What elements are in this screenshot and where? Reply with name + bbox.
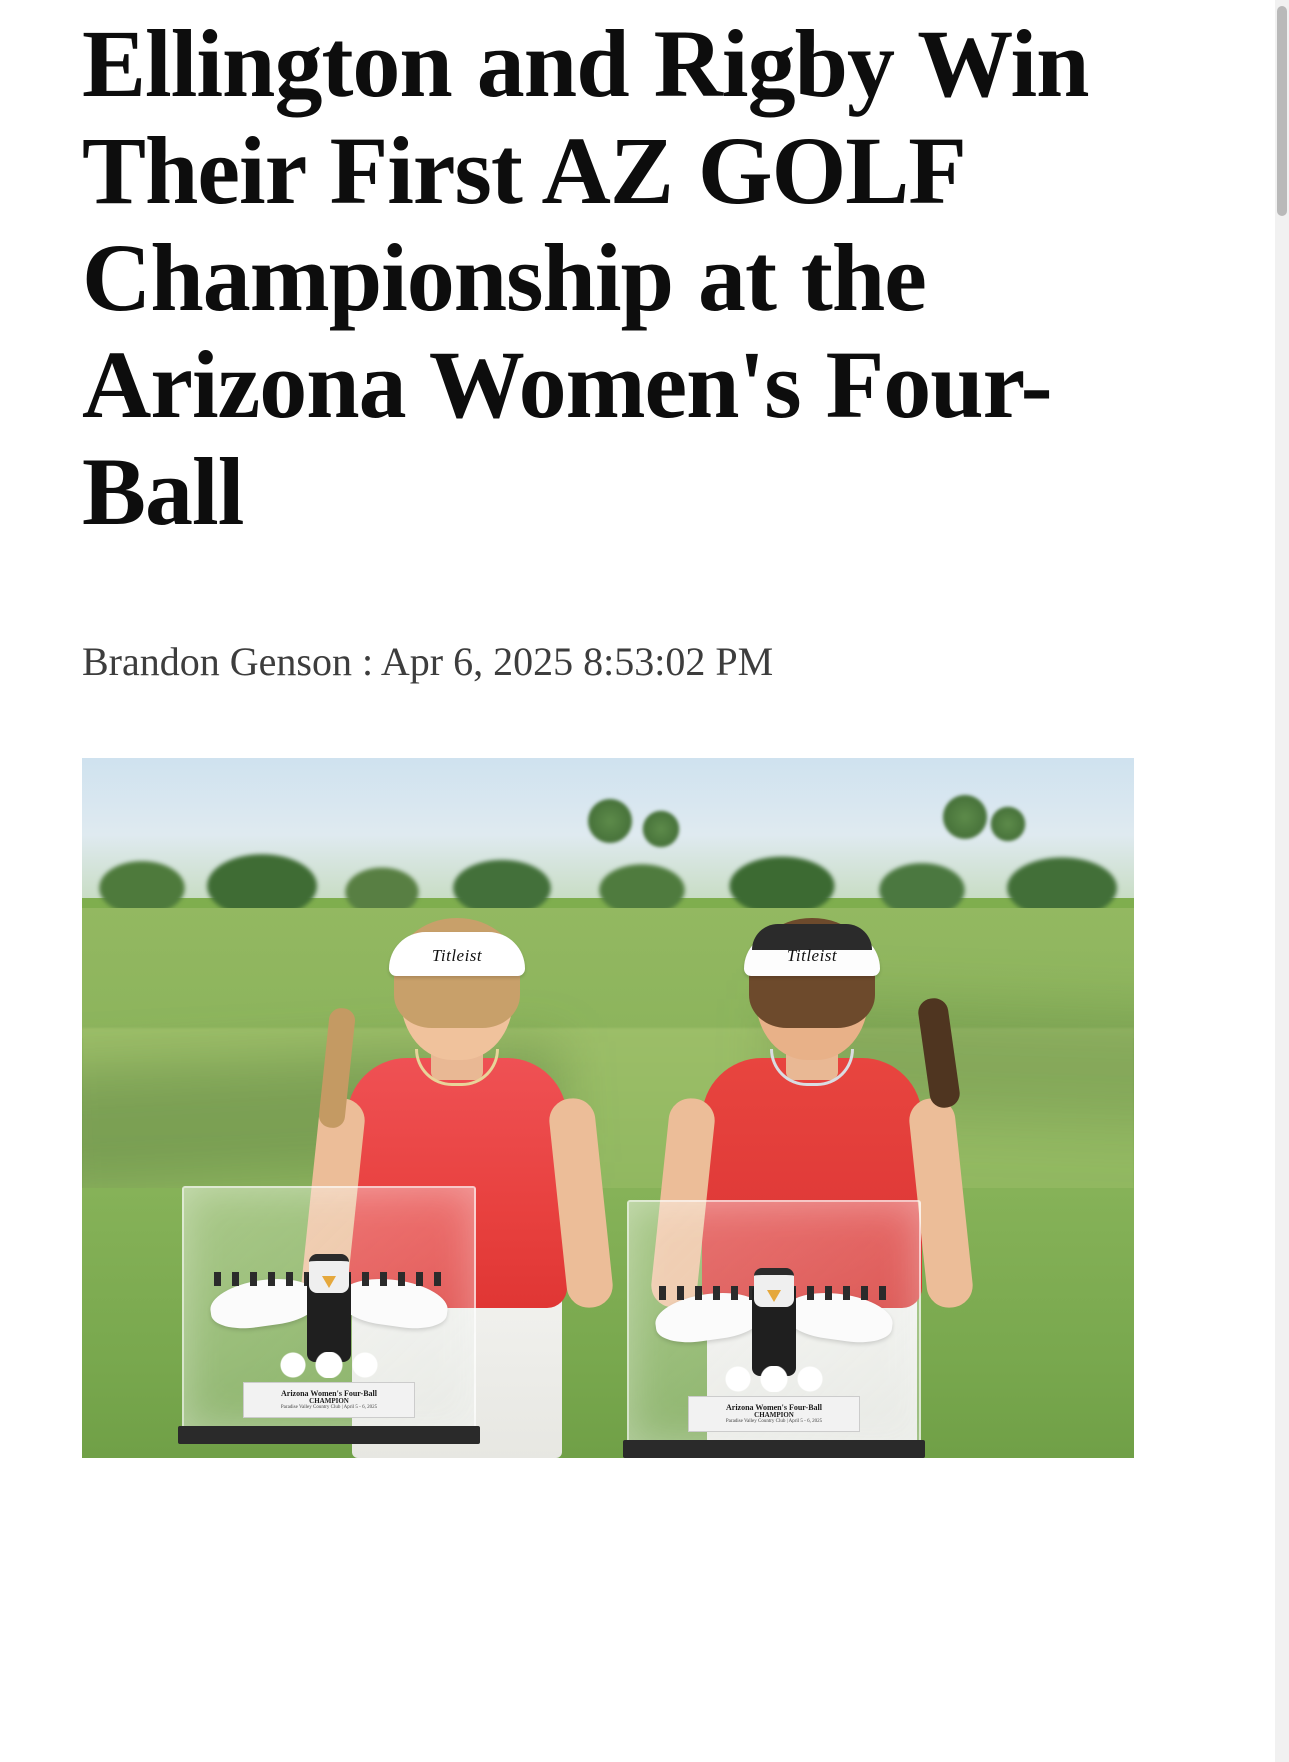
trophy-case-right xyxy=(627,1200,921,1444)
photo-palm-tree xyxy=(642,810,680,848)
byline-separator: : xyxy=(361,639,374,684)
byline-author: Brandon Genson xyxy=(82,639,352,684)
kachina-beak xyxy=(322,1276,336,1288)
photo-palm-tree xyxy=(990,806,1026,842)
kachina-wing-tips xyxy=(214,1272,314,1286)
page-title: Ellington and Rigby Win Their First AZ GOLF Championship at the Arizona Women's Four-Ball xyxy=(82,10,1089,545)
trophy-base xyxy=(178,1426,480,1444)
hero-photo-canvas xyxy=(82,758,1134,1458)
kachina-wing-tips xyxy=(659,1286,759,1300)
byline-date: Apr 6, 2025 8:53:02 PM xyxy=(380,639,774,684)
kachina-wing-tips xyxy=(789,1286,889,1300)
kachina-beak xyxy=(767,1290,781,1302)
plaque-line-3: Paradise Valley Country Club | April 5 - 6, 2025 xyxy=(725,1419,823,1425)
kachina-figure xyxy=(214,1262,444,1382)
plaque-line-2: CHAMPION xyxy=(309,1396,349,1405)
plaque-line-1: Arizona Women's Four-Ball xyxy=(281,1388,377,1398)
kachina-feather-ruff xyxy=(714,1366,834,1392)
hero-image xyxy=(82,758,1134,1458)
trophy-plaque xyxy=(688,1396,860,1432)
kachina-wing-tips xyxy=(344,1272,444,1286)
byline xyxy=(82,638,1140,686)
photo-palm-tree xyxy=(942,794,988,840)
trophy-case-left xyxy=(182,1186,476,1430)
visor-brand-label: Titleist xyxy=(786,946,838,965)
plaque-line-2: CHAMPION xyxy=(754,1410,794,1419)
plaque-line-3: Paradise Valley Country Club | April 5 - 6, 2025 xyxy=(280,1405,378,1411)
kachina-feather-ruff xyxy=(269,1352,389,1378)
visor-brand-label: Titleist xyxy=(431,946,483,965)
page-scrollbar[interactable] xyxy=(1275,0,1289,1762)
kachina-figure xyxy=(659,1276,889,1396)
trophy-plaque xyxy=(243,1382,415,1418)
golfer-ponytail xyxy=(916,996,961,1109)
plaque-line-1: Arizona Women's Four-Ball xyxy=(726,1402,822,1412)
trophy-base xyxy=(623,1440,925,1458)
scrollbar-thumb[interactable] xyxy=(1277,6,1287,216)
photo-palm-tree xyxy=(587,798,633,844)
